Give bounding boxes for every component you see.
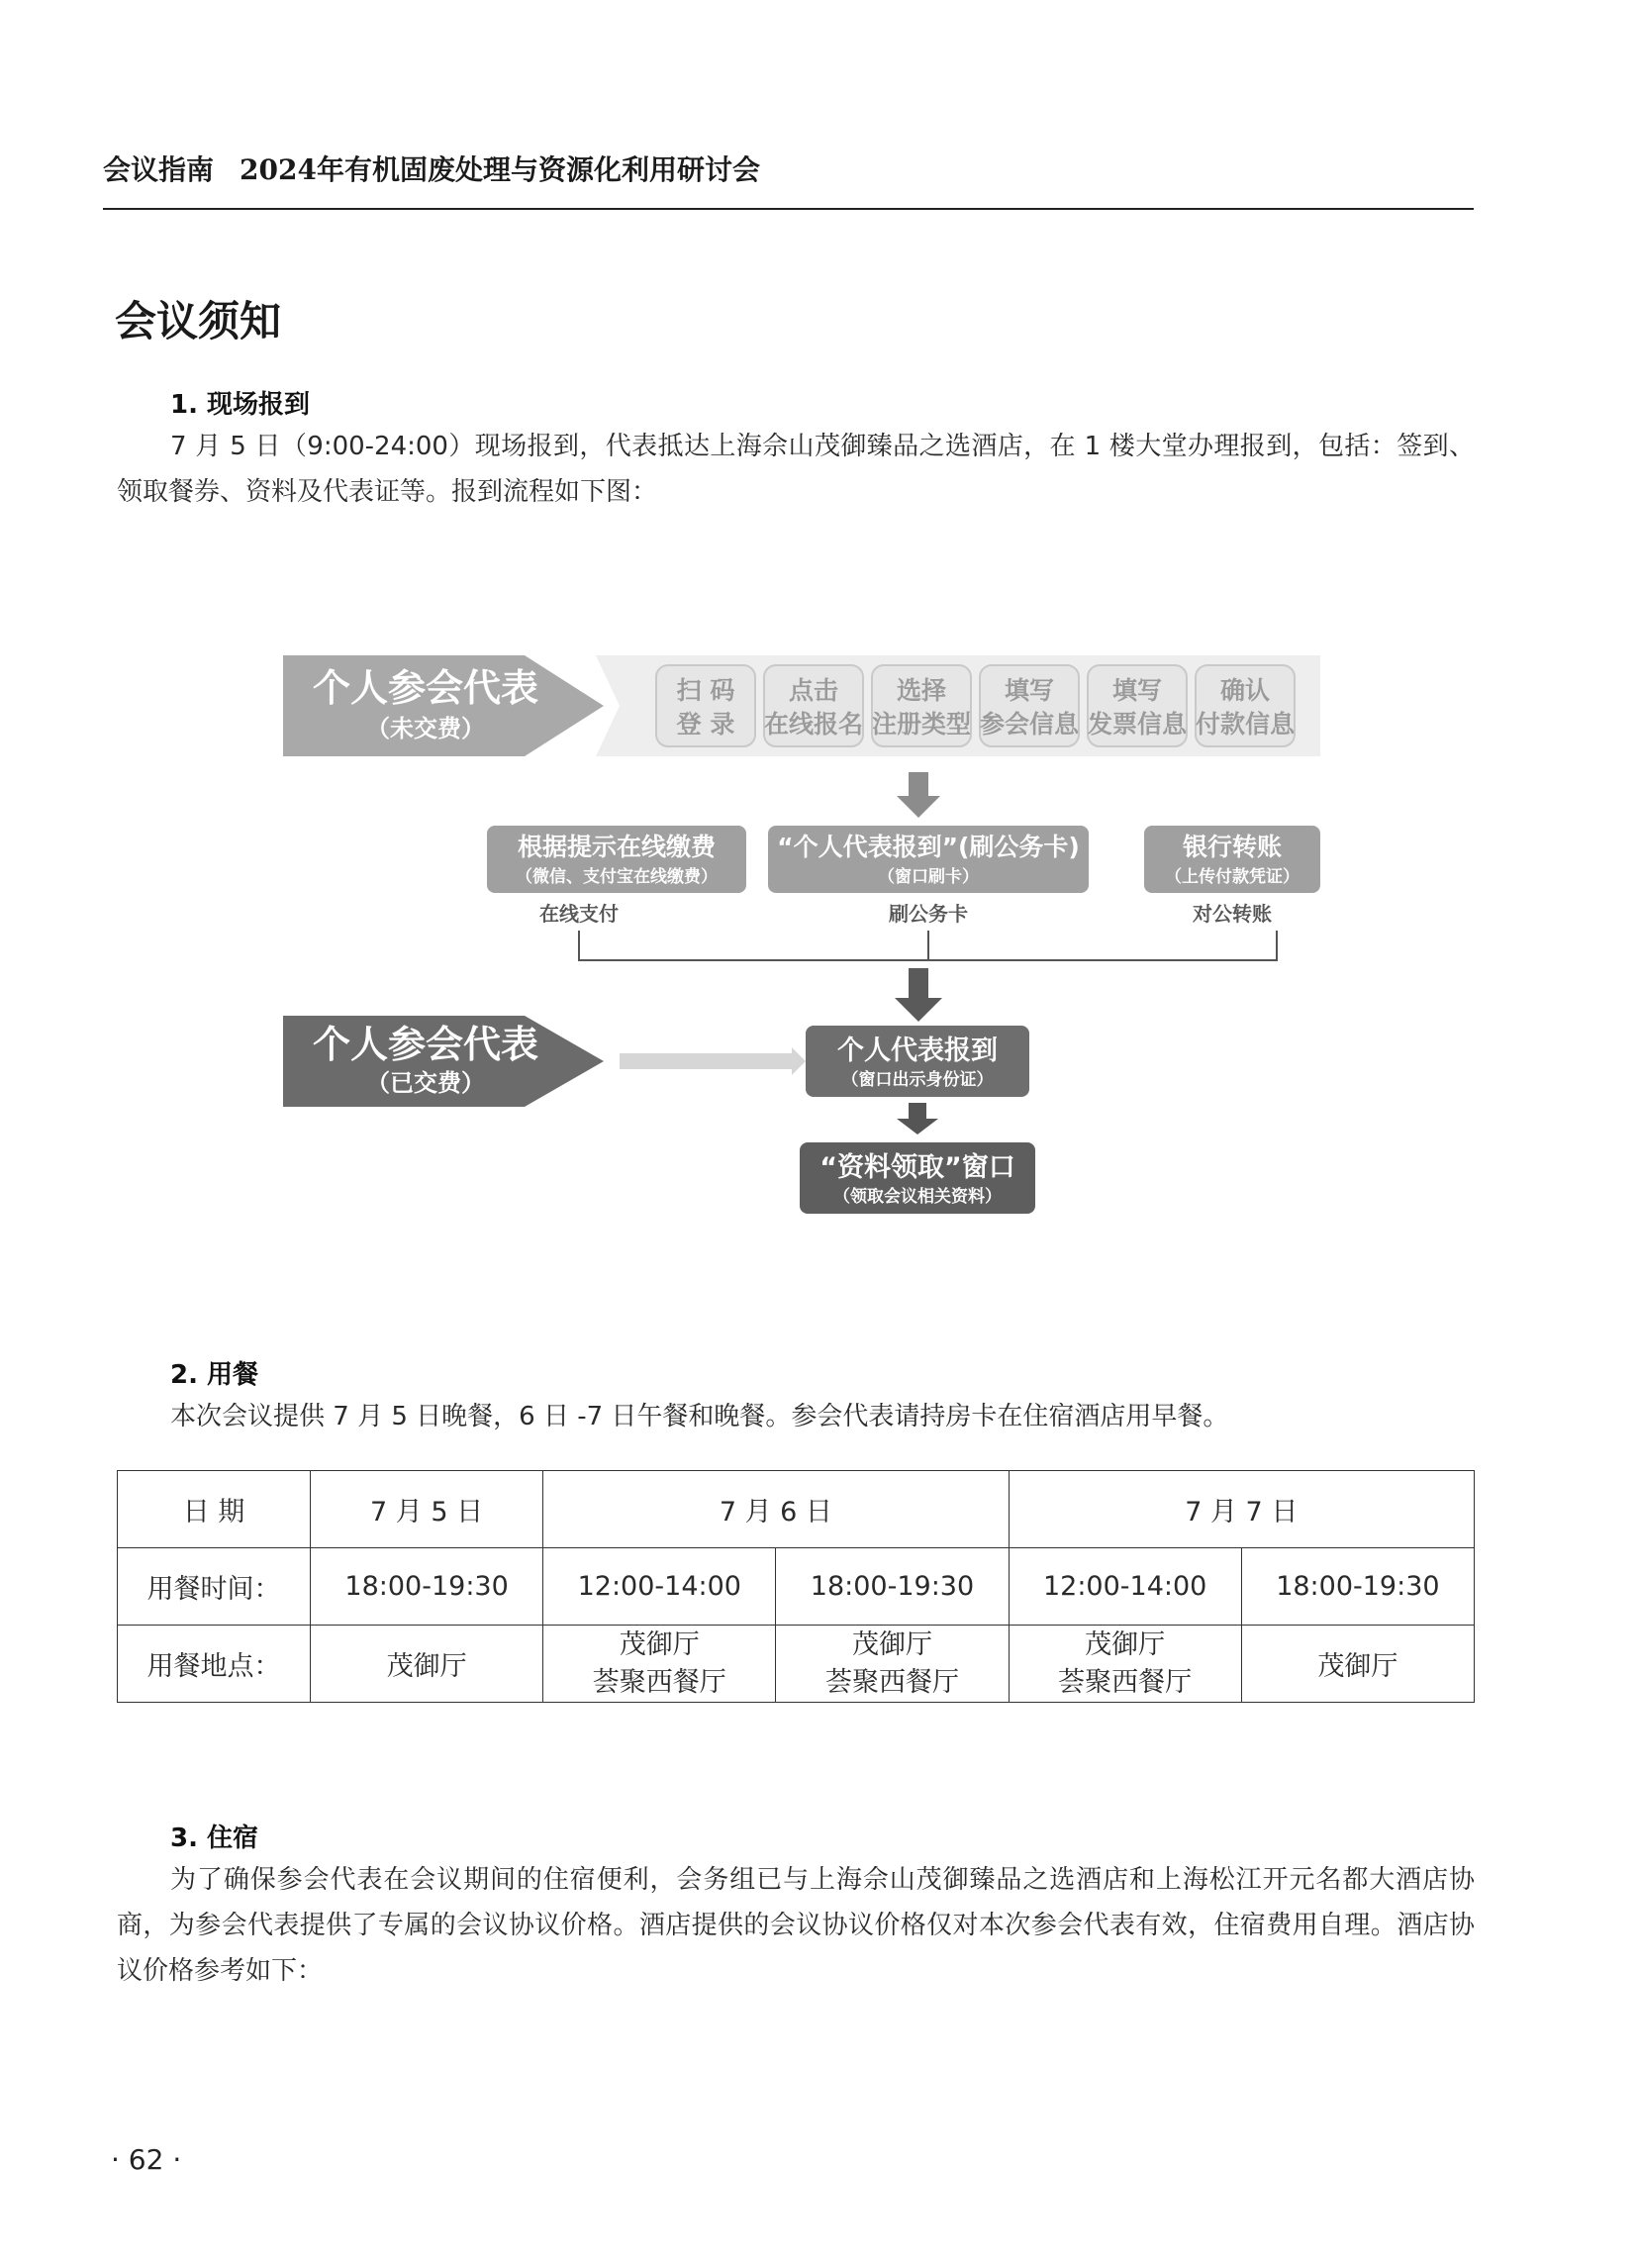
header-guide: 会议指南 xyxy=(103,153,215,186)
registration-step xyxy=(1196,665,1296,746)
step-line1: 扫 码 xyxy=(676,676,735,705)
down-arrow-icon xyxy=(897,772,940,818)
registration-step xyxy=(980,665,1080,746)
page-title: 会议须知 xyxy=(115,297,282,345)
meal-schedule-table xyxy=(117,1470,1475,1703)
table-row xyxy=(118,1471,1475,1548)
materials-pickup-sub: （领取会议相关资料） xyxy=(833,1187,1002,1207)
section-title-checkin: 1. 现场报到 xyxy=(170,390,311,420)
running-header xyxy=(103,148,760,188)
date-cell: 7 月 6 日 xyxy=(543,1471,1009,1548)
step-line2: 参会信息 xyxy=(979,710,1080,739)
place-line: 茂御厅 xyxy=(619,1628,700,1660)
table-row xyxy=(118,1626,1475,1703)
unpaid-delegate-sub: （未交费） xyxy=(366,715,485,742)
section-body-checkin: 7 月 5 日（9:00-24:00）现场报到，代表抵达上海佘山茂御臻品之选酒店，在 1 楼大堂办理报到，包括：签到、领取餐券、资料及代表证等。报到流程如下图： xyxy=(117,432,1475,507)
header-divider xyxy=(103,208,1474,210)
step-line1: 点击 xyxy=(788,676,839,705)
place-cell xyxy=(543,1626,776,1703)
place-line: 茂御厅 xyxy=(851,1628,932,1660)
step-line1: 选择 xyxy=(896,676,947,705)
registration-step xyxy=(872,665,971,746)
place-cell: 茂御厅 xyxy=(311,1626,543,1703)
delegate-report-sub: （窗口出示身份证） xyxy=(841,1070,994,1090)
section-body-meal: 本次会议提供 7 月 5 日晚餐，6 日 -7 日午餐和晚餐。参会代表请持房卡在住宿酒店用早餐。 xyxy=(170,1402,1229,1431)
materials-pickup-title: “资料领取”窗口 xyxy=(819,1152,1015,1183)
page-number: · 62 · xyxy=(111,2143,182,2176)
checkin-flowchart xyxy=(277,643,1326,1218)
online-payment-title: 根据提示在线缴费 xyxy=(517,833,717,861)
place-line: 茂御厅 xyxy=(1085,1628,1166,1660)
step-line1: 填写 xyxy=(1004,676,1055,705)
date-cell: 7 月 5 日 xyxy=(311,1471,543,1548)
time-cell: 12:00-14:00 xyxy=(543,1548,776,1626)
card-checkin-label: 刷公务卡 xyxy=(889,902,968,926)
section-title-lodging: 3. 住宿 xyxy=(170,1824,259,1853)
step-line2: 发票信息 xyxy=(1087,710,1188,739)
place-cell: 茂御厅 xyxy=(1241,1626,1474,1703)
place-line: 荟聚西餐厅 xyxy=(1058,1666,1193,1698)
delegate-report-box xyxy=(806,1026,1029,1097)
section-title-meal: 2. 用餐 xyxy=(170,1360,259,1390)
place-cell xyxy=(776,1626,1009,1703)
time-cell: 18:00-19:30 xyxy=(776,1548,1009,1626)
place-cell xyxy=(1009,1626,1241,1703)
online-payment-label: 在线支付 xyxy=(539,902,619,926)
down-arrow-icon xyxy=(895,968,942,1022)
date-cell: 7 月 7 日 xyxy=(1009,1471,1474,1548)
header-conference: 2024年有机固废处理与资源化利用研讨会 xyxy=(240,153,760,186)
place-line: 荟聚西餐厅 xyxy=(824,1666,959,1698)
bank-transfer-title: 银行转账 xyxy=(1182,833,1283,861)
right-arrow-icon xyxy=(620,1047,806,1075)
down-arrow-icon xyxy=(897,1103,938,1134)
time-cell: 18:00-19:30 xyxy=(1241,1548,1474,1626)
online-payment-box xyxy=(487,826,746,893)
merge-connector xyxy=(579,931,1277,960)
card-checkin-box xyxy=(768,826,1089,893)
step-line1: 填写 xyxy=(1111,676,1163,705)
table-row xyxy=(118,1548,1475,1626)
card-checkin-sub: （窗口刷卡） xyxy=(878,867,979,887)
registration-step xyxy=(656,665,755,746)
section-body-lodging: 为了确保参会代表在会议期间的住宿便利，会务组已与上海佘山茂御臻品之选酒店和上海松江开元名都大酒店协商，为参会代表提供了专属的会议协议价格。酒店提供的会议协议价格仅对本次参会代表有效，住宿费用自理。酒店协议价格参考如下： xyxy=(117,1865,1475,1986)
place-line: 荟聚西餐厅 xyxy=(592,1666,726,1698)
bank-transfer-sub: （上传付款凭证） xyxy=(1165,867,1300,887)
registration-step xyxy=(1088,665,1188,746)
bank-transfer-label: 对公转账 xyxy=(1193,902,1272,926)
time-cell: 12:00-14:00 xyxy=(1009,1548,1241,1626)
time-label-cell: 用餐时间： xyxy=(118,1548,311,1626)
delegate-report-title: 个人代表报到 xyxy=(837,1035,998,1066)
step-line1: 确认 xyxy=(1219,676,1271,705)
materials-pickup-box xyxy=(800,1142,1035,1214)
unpaid-delegate-title: 个人参会代表 xyxy=(312,666,539,710)
date-label-cell: 日 期 xyxy=(118,1471,311,1548)
time-cell: 18:00-19:30 xyxy=(311,1548,543,1626)
step-line2: 注册类型 xyxy=(871,710,972,739)
card-checkin-title: “个人代表报到”(刷公务卡) xyxy=(777,833,1080,861)
registration-step xyxy=(764,665,863,746)
online-payment-sub: （微信、支付宝在线缴费） xyxy=(516,867,718,887)
paid-delegate-title: 个人参会代表 xyxy=(312,1023,539,1066)
paid-delegate-sub: （已交费） xyxy=(366,1069,485,1097)
step-line2: 在线报名 xyxy=(763,710,864,739)
step-line2: 登 录 xyxy=(676,710,735,739)
bank-transfer-box xyxy=(1144,826,1320,893)
place-label-cell: 用餐地点： xyxy=(118,1626,311,1703)
step-line2: 付款信息 xyxy=(1195,710,1296,739)
